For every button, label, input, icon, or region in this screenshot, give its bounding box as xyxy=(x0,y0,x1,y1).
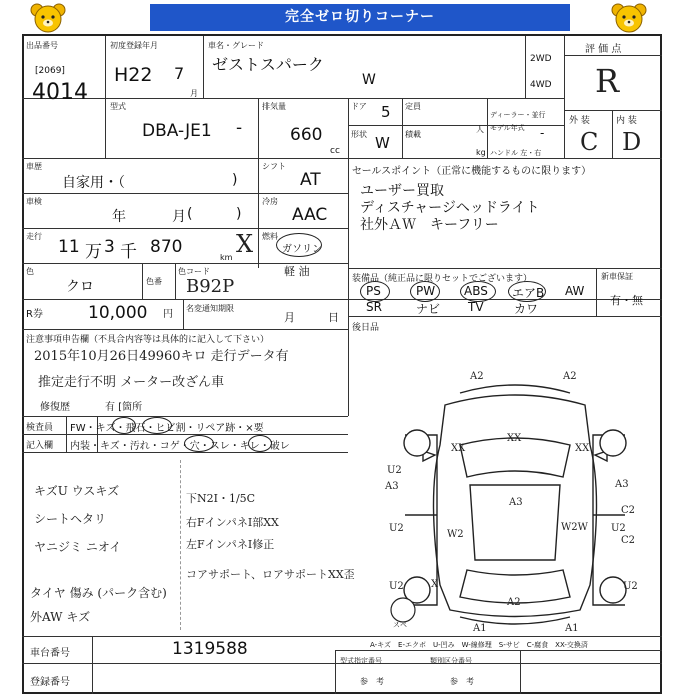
equip-ps: PS xyxy=(366,284,381,298)
repair-label: 修復歴 xyxy=(40,402,70,413)
mark-spare: スペ xyxy=(393,621,407,629)
equip-navi: ナビ xyxy=(416,302,441,316)
inspector-items: FW・キズ・飛石・ヒビ割・リペア跡・×要 xyxy=(70,423,264,434)
equip-abs: ABS xyxy=(464,284,488,298)
name-change-day: 日 xyxy=(328,311,339,324)
model-designation-label: 型式指定番号 xyxy=(340,657,382,665)
thousand-unit: 千 xyxy=(120,242,137,262)
mark-u2-left-2: U2 xyxy=(389,523,404,534)
name-change-label: 名変通知期限 xyxy=(186,304,234,313)
first-reg-label: 初度登録年月 xyxy=(110,41,158,50)
model-type: DBA-JE1 xyxy=(142,121,212,141)
rating-label: 評 価 点 xyxy=(585,44,622,55)
mileage-label: 走行 xyxy=(26,232,42,241)
r-ticket-value: 10,000 xyxy=(88,303,148,323)
class-no-label: 類別区分番号 xyxy=(430,657,472,665)
kg-unit: kg xyxy=(476,148,486,157)
first-reg-year: H22 xyxy=(114,64,153,86)
hw-note-6: 下N2I・1/5C xyxy=(186,492,256,505)
notes-line-1: 2015年10月26日49960キロ 走行データ有 xyxy=(34,349,289,364)
history-label: 車歴 xyxy=(26,162,42,171)
ref-label-1: 参 考 xyxy=(360,677,384,686)
mark-a3-right: A3 xyxy=(615,479,629,490)
mark-c2-right-1: C2 xyxy=(621,505,636,516)
fuel-gasoline: ガソリン xyxy=(282,244,322,255)
warranty-options: 有・無 xyxy=(610,294,643,307)
mark-u2-rear-right: U2 xyxy=(623,581,638,592)
mileage-flag: X xyxy=(236,230,254,258)
equip-sr: SR xyxy=(366,300,382,314)
mark-a2-front-left: A2 xyxy=(470,371,484,382)
sales-point-label: セールスポイント（正常に機能するものに限ります） xyxy=(352,166,592,177)
color-value: クロ xyxy=(66,279,94,295)
ten-thousand-unit: 万 xyxy=(85,242,102,262)
hw-note-7: 右FインパネI部XX xyxy=(186,516,279,529)
model-year-label: モデル年式 xyxy=(490,124,525,132)
doors-label: ドア xyxy=(351,102,367,111)
four-wd-label: 4WD xyxy=(530,80,552,90)
mark-c2-right-2: C2 xyxy=(621,535,636,546)
sales-point-3: 社外ＡＷ キーフリー xyxy=(360,217,499,233)
dealer-label: ディーラー・並行 xyxy=(490,111,546,119)
name-change-month: 月 xyxy=(284,311,295,324)
reg-no-label: 登録番号 xyxy=(30,677,70,688)
sales-point-1: ユーザー買取 xyxy=(360,183,444,199)
two-wd-label: 2WD xyxy=(530,54,552,64)
fuel-label: 燃料 xyxy=(262,232,278,241)
displacement-value: 660 xyxy=(290,125,323,145)
bear-mascot-icon xyxy=(28,2,68,36)
notes-label: 注意事項申告欄（不具合内容等は具体的に記入して下さい） xyxy=(26,335,270,345)
model-name: ゼストスパーク xyxy=(212,55,324,74)
fuel-diesel: 軽 油 xyxy=(284,265,310,278)
inspection-month-unit: 月 xyxy=(172,209,186,225)
hw-note-9: コアサポート、ロアサポートXX歪 xyxy=(186,568,355,581)
mark-a3-roof: A3 xyxy=(509,497,523,508)
doors-value: 5 xyxy=(381,103,391,121)
capacity-label: 定員 xyxy=(405,102,421,111)
rear-seat-label: 後日品 xyxy=(352,323,380,333)
km-unit: km xyxy=(220,253,233,262)
equipment-label: 装備品（純正品に限りセットでございます） xyxy=(352,274,533,284)
shape-value: W xyxy=(375,134,390,152)
equip-aw: AW xyxy=(565,284,585,298)
car-damage-diagram xyxy=(375,365,655,635)
handle-label: ハンドル 左・右 xyxy=(490,149,542,157)
r-ticket-label: R券 xyxy=(26,309,43,320)
mark-u2-left-3: U2 xyxy=(389,581,404,592)
shift-value: AT xyxy=(300,170,321,190)
vehicle-no-label: 車台番号 xyxy=(30,648,70,659)
rating-interior: D xyxy=(622,128,642,156)
mileage-ten-thousand: 11 xyxy=(58,237,80,257)
bear-mascot-icon xyxy=(609,2,649,36)
vehicle-no-value: 1319588 xyxy=(172,639,248,659)
lot-number: 4014 xyxy=(32,80,88,105)
mark-w2-left: W2 xyxy=(447,529,464,540)
color-code-value: B92P xyxy=(186,276,235,297)
lot-no-label: 出品番号 xyxy=(26,41,58,50)
displacement-label: 排気量 xyxy=(262,102,286,111)
dealer-mark: - xyxy=(540,126,545,140)
mark-xx-right: XX xyxy=(575,443,590,454)
shape-label: 形状 xyxy=(351,130,367,139)
history-close: ) xyxy=(232,172,238,188)
mark-x-rear-left: X xyxy=(431,579,439,590)
model-name-label: 車名・グレード xyxy=(208,41,264,50)
aircon-value: AAC xyxy=(292,205,328,225)
mark-u2-left-1: U2 xyxy=(387,465,402,476)
lot-sub-no: [2069] xyxy=(35,66,65,76)
recorder-label: 記入欄 xyxy=(26,441,54,451)
mark-u2-right: U2 xyxy=(611,523,626,534)
aircon-label: 冷房 xyxy=(262,197,278,206)
rating-exterior: C xyxy=(580,128,599,156)
model-type-label: 型式 xyxy=(110,102,126,111)
mark-a2-rear: A2 xyxy=(507,597,521,608)
person-unit: 人 xyxy=(476,125,484,134)
mark-a2-front-right: A2 xyxy=(563,371,577,382)
equip-airbag: エアB xyxy=(512,286,545,300)
color-label: 色 xyxy=(26,267,34,276)
mark-a3-left: A3 xyxy=(385,481,399,492)
recorder-items: 内装・キズ・汚れ・コゲ・穴・スレ・キレ・破レ xyxy=(70,441,290,452)
mark-w2w-right: W2W xyxy=(561,522,588,533)
load-label: 積載 xyxy=(405,130,421,139)
interior-label: 内 装 xyxy=(616,116,637,126)
yen-unit: 円 xyxy=(163,309,173,320)
inspector-label: 検査員 xyxy=(26,423,54,433)
equip-pw: PW xyxy=(416,284,436,298)
equip-tv: TV xyxy=(468,300,484,314)
mark-a1-rear-right: A1 xyxy=(565,623,579,634)
damage-legend: A-キズ E-エクボ U-凹み W-線修理 S-サビ C-腐食 XX-交換済 xyxy=(370,641,588,649)
hw-note-3: ヤニジミ ニオイ xyxy=(34,540,122,554)
mark-a1-rear-left: A1 xyxy=(473,623,487,634)
first-reg-month: 7 xyxy=(174,64,185,83)
color-code-label: 色コード xyxy=(178,267,210,276)
history-value: 自家用・（ xyxy=(62,175,125,191)
model-grade: W xyxy=(362,72,376,88)
mark-xx-left: XX xyxy=(451,443,466,454)
mileage-thousand: 3 xyxy=(104,237,115,257)
month-unit: 月 xyxy=(190,89,198,98)
inspection-year-unit: 年 xyxy=(112,209,126,225)
hw-note-5: 外AW キズ xyxy=(30,610,91,624)
mileage-hundreds: 870 xyxy=(150,237,183,257)
inspection-label: 車検 xyxy=(26,197,42,206)
notes-line-2: 推定走行不明 メーター改ざん車 xyxy=(38,375,225,390)
model-type-suffix: - xyxy=(236,118,243,138)
hw-note-1: キズU ウスキズ xyxy=(34,484,120,498)
sales-point-2: ディスチャージヘッドライト xyxy=(360,200,540,216)
equip-leather: カワ xyxy=(514,302,539,316)
exterior-label: 外 装 xyxy=(569,116,590,126)
warranty-label: 新車保証 xyxy=(601,272,633,281)
mark-xx-front: XX xyxy=(507,433,522,444)
hw-note-4: タイヤ 傷み (パーク含む) xyxy=(30,586,167,600)
ref-label-2: 参 考 xyxy=(450,677,474,686)
hw-note-2: シートヘタリ xyxy=(34,512,107,526)
repair-value: 有 [箇所 xyxy=(105,402,143,413)
banner-title: 完全ゼロ切りコーナー xyxy=(150,4,570,31)
rating-overall: R xyxy=(595,62,620,100)
cc-unit: cc xyxy=(330,146,340,156)
hw-note-8: 左FインパネI修正 xyxy=(186,538,275,551)
color-no-label: 色番 xyxy=(146,277,162,286)
shift-label: シフト xyxy=(262,162,286,171)
